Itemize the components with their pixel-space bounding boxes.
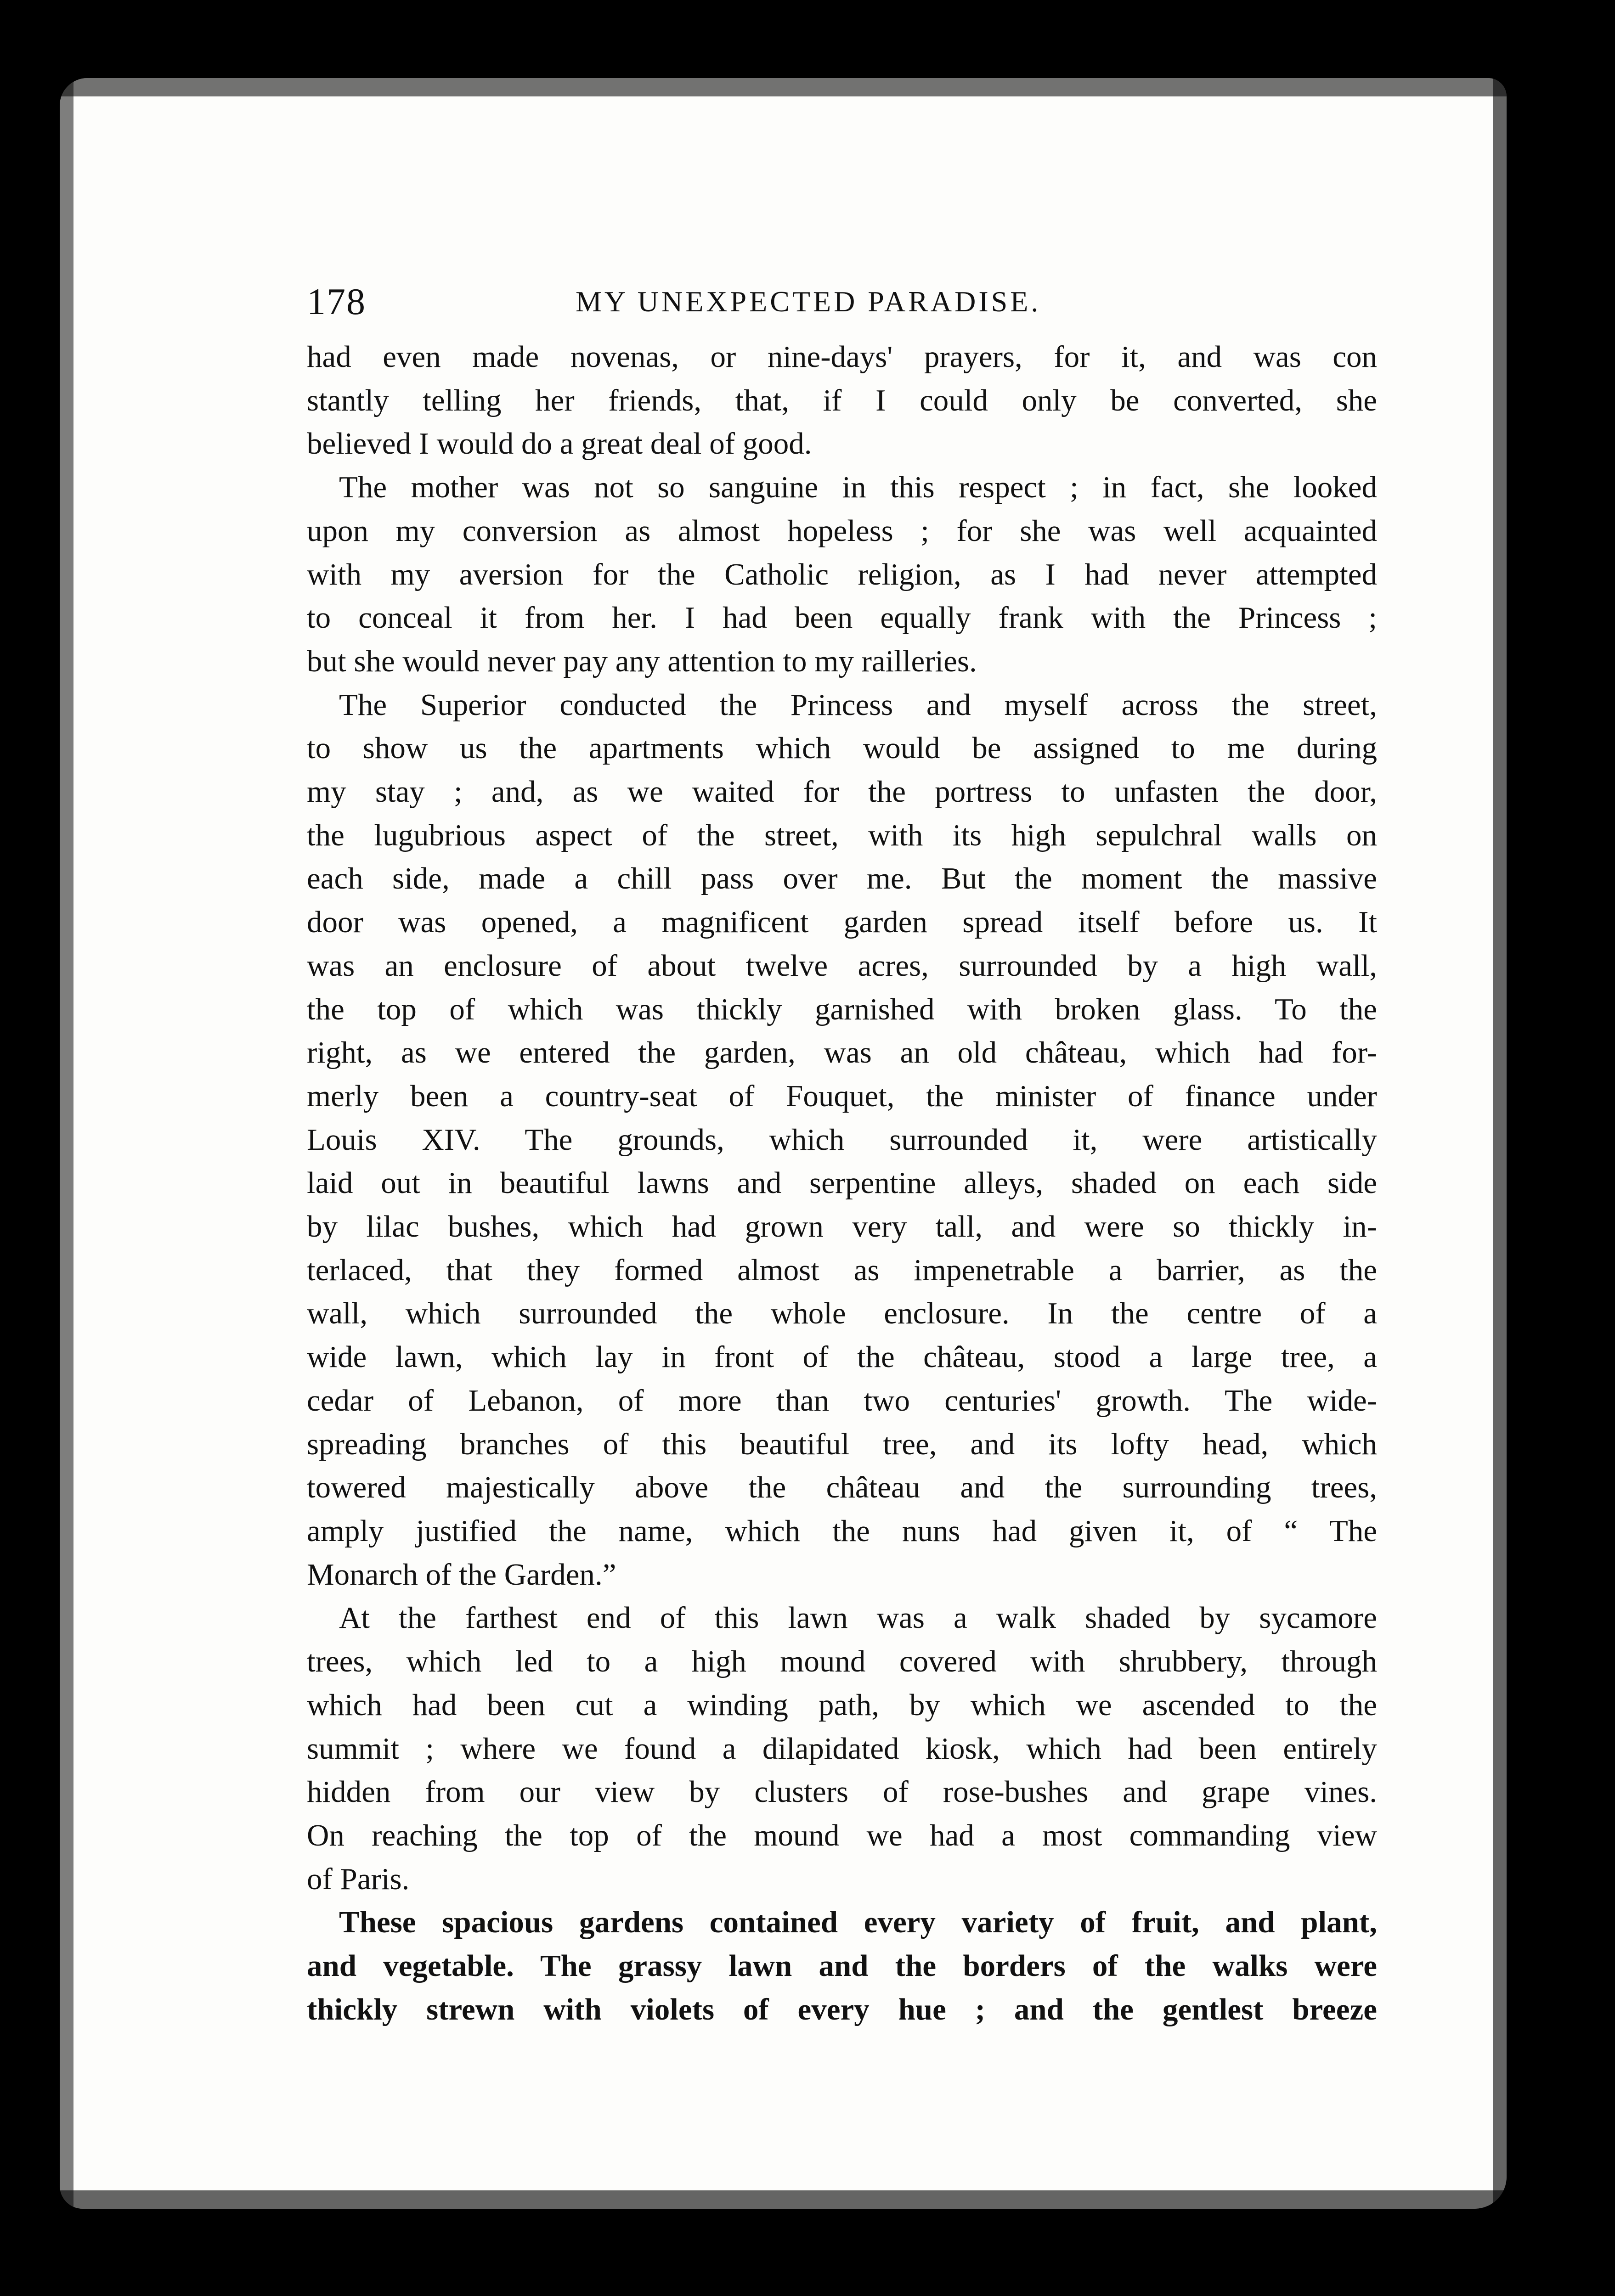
text-line: The mother was not so sanguine in this respect ; in fact, she looked xyxy=(339,470,1377,505)
text-line: with my aversion for the Catholic religion, as I had never attempted xyxy=(307,557,1377,591)
paragraph-5 xyxy=(307,1901,1377,2031)
text-line: wall, which surrounded the whole enclosure. In the centre of a xyxy=(307,1296,1377,1331)
text-line: amply justified the name, which the nuns had given it, of “ The xyxy=(307,1514,1377,1548)
text-line: cedar of Lebanon, of more than two centuries' growth. The wide- xyxy=(307,1383,1377,1418)
text-line: my stay ; and, as we waited for the portress to unfasten the door, xyxy=(307,775,1377,809)
text-line: The Superior conducted the Princess and myself across the street, xyxy=(339,687,1377,722)
text-line: thickly strewn with violets of every hue ; and the gentlest breeze xyxy=(307,1992,1377,2026)
text-line: stantly telling her friends, that, if I could only be converted, she xyxy=(307,383,1377,417)
text-line: which had been cut a winding path, by which we ascended to the xyxy=(307,1688,1377,1722)
text-line: summit ; where we found a dilapidated kiosk, which had been entirely xyxy=(307,1731,1377,1766)
text-line: believed I would do a great deal of good. xyxy=(307,427,812,461)
text-line: wide lawn, which lay in front of the château, stood a large tree, a xyxy=(307,1340,1377,1374)
running-title: MY UNEXPECTED PARADISE. xyxy=(576,285,1041,318)
text-line: These spacious gardens contained every variety of fruit, and plant, xyxy=(339,1905,1377,1940)
paragraph-4 xyxy=(307,1596,1377,1901)
text-line: door was opened, a magnificent garden spread itself before us. It xyxy=(307,905,1377,940)
text-line: towered majestically above the château and the surrounding trees, xyxy=(307,1470,1377,1505)
text-line: At the farthest end of this lawn was a walk shaded by sycamore xyxy=(339,1601,1377,1635)
page-text xyxy=(307,280,1377,2031)
text-line: merly been a country-seat of Fouquet, the minister of finance under xyxy=(307,1079,1377,1113)
paragraph-3 xyxy=(307,683,1377,1597)
text-line: by lilac bushes, which had grown very tall, and were so thickly in- xyxy=(307,1210,1377,1244)
text-line: On reaching the top of the mound we had a most commanding view xyxy=(307,1818,1377,1852)
running-head xyxy=(307,280,1377,335)
text-line: laid out in beautiful lawns and serpentine alleys, shaded on each side xyxy=(307,1166,1377,1200)
page-number: 178 xyxy=(307,281,366,322)
text-line: the top of which was thickly garnished with broken glass. To the xyxy=(307,992,1377,1026)
text-line: but she would never pay any attention to my railleries. xyxy=(307,644,977,678)
text-line: trees, which led to a high mound covered with shrubbery, through xyxy=(307,1644,1377,1679)
text-line: to conceal it from her. I had been equally frank with the Princess ; xyxy=(307,601,1377,635)
text-line: was an enclosure of about twelve acres, surrounded by a high wall, xyxy=(307,948,1377,983)
paragraph-1 xyxy=(307,335,1377,466)
paragraph-2 xyxy=(307,466,1377,683)
text-line: had even made novenas, or nine-days' prayers, for it, and was con xyxy=(307,340,1377,374)
text-line: each side, made a chill pass over me. But the moment the massive xyxy=(307,861,1377,896)
text-line: of Paris. xyxy=(307,1862,410,1896)
text-line: terlaced, that they formed almost as impenetrable a barrier, as the xyxy=(307,1253,1377,1287)
text-line: Monarch of the Garden.” xyxy=(307,1557,616,1592)
text-line: Louis XIV. The grounds, which surrounded it, were artistically xyxy=(307,1122,1377,1157)
text-line: hidden from our view by clusters of rose-bushes and grape vines. xyxy=(307,1775,1377,1809)
text-line: right, as we entered the garden, was an old château, which had for- xyxy=(307,1035,1377,1070)
text-line: to show us the apartments which would be assigned to me during xyxy=(307,731,1377,765)
text-line: the lugubrious aspect of the street, with its high sepulchral walls on xyxy=(307,818,1377,852)
text-line: spreading branches of this beautiful tree, and its lofty head, which xyxy=(307,1427,1377,1461)
text-line: and vegetable. The grassy lawn and the borders of the walks were xyxy=(307,1949,1377,1983)
text-line: upon my conversion as almost hopeless ; for she was well acquainted xyxy=(307,513,1377,548)
